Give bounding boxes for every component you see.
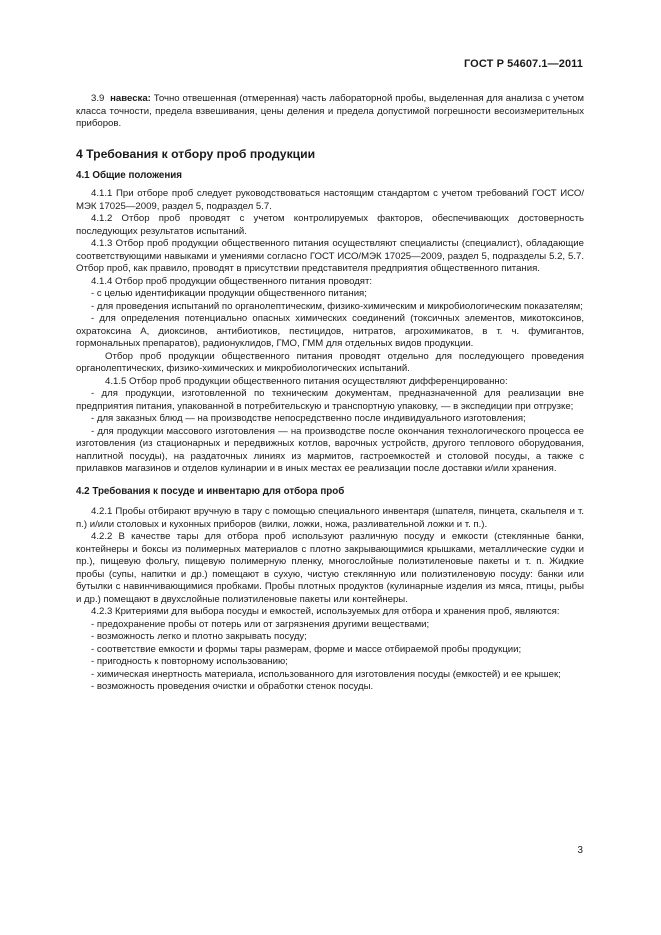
list-item: - с целью идентификации продукции общественного питания; [91, 288, 367, 299]
definition-3-9 [76, 93, 584, 131]
paragraph-4-1-1: 4.1.1 При отборе проб следует руководствоваться настоящим стандартом с учетом требований ГОСТ ИСО/МЭК 17025—2009, раздел 5, подраздел 5.7. [76, 188, 584, 212]
list-item: - для продукции, изготовленной по техническим документам, предназначенной для реализации вне предприятия питания, упакованной в потребительскую и транспортную упаковку, — в экспедиции при отгрузке; [76, 388, 584, 412]
paragraph-4-1-4-note: Отбор проб продукции общественного питания проводят отдельно для последующего проведения органолептических, физико-химических и микробиологических испытаний. [76, 350, 584, 374]
definition-number: 3.9 [91, 93, 105, 104]
list-item: - возможность легко и плотно закрывать посуду; [91, 631, 307, 642]
paragraph-4-1-3: 4.1.3 Отбор проб продукции общественного питания осуществляют специалисты (специалист), обладающие соответствующими навыками и умениями согласно ГОСТ ИСО/МЭК 17025—2009, раздел 5, подразделы 5.2, 5.7. Отбор проб, как правило, проводят в присутствии представителя предприятия общественного питания. [76, 238, 584, 274]
subsection-4-2-title: 4.2 Требования к посуде и инвентарю для отбора проб [76, 485, 345, 497]
definition-text: Точно отвешенная (отмеренная) часть лабораторной пробы, выделенная для анализа с учетом класса точности, предела взвешивания, цены деления и предела допустимой погрешности весоизмерительных приборов. [76, 93, 585, 129]
document-body [76, 93, 584, 694]
subsection-4-1-title: 4.1 Общие положения [76, 169, 183, 181]
section-4-title: 4 Требования к отбору проб продукции [76, 146, 316, 161]
list-item: - для заказных блюд — на производстве непосредственно после индивидуального изготовления; [91, 413, 526, 424]
paragraph-4-1-5: 4.1.5 Отбор проб продукции общественного питания осуществляют дифференцированно: [105, 375, 508, 387]
list-item: - возможность проведения очистки и обработки стенок посуды. [91, 681, 374, 692]
paragraph-4-2-3: 4.2.3 Критериями для выбора посуды и емкостей, используемых для отбора и хранения проб, являются: [91, 606, 560, 617]
list-item: - для определения потенциально опасных химических соединений (токсичных элементов, микотоксинов, охратоксина А, диоксинов, антибиотиков, пестицидов, нитратов, агрохимикатов, в т. ч. фумигантов, гормональных препаратов), радионуклидов, ГМО, ГММ для отдельных видов продукции. [76, 313, 584, 349]
page-number: 3 [577, 845, 583, 856]
paragraph-4-2-1: 4.2.1 Пробы отбирают вручную в тару с помощью специального инвентаря (шпателя, пинцета, скальпеля и т. п.) и/или столовых и кухонных приборов (вилки, ложки, ножа, разливательной ложки и т. п.). [76, 506, 584, 530]
list-item: - для продукции массового изготовления — на производстве после окончания технологического процесса ее изготовления (из стационарных и передвижных котлов, варочных устройств, другого теплового оборудования, наплитной посуды), на раздаточных линиях из мармитов, гастроемкостей и столовой посуды, а также с прилавков магазинов и отделов кулинарии и в иных местах ее реализации после доставки и/или хранения. [76, 425, 584, 474]
paragraph-4-1-2: 4.1.2 Отбор проб проводят с учетом контролируемых факторов, обеспечивающих достоверность последующих результатов испытаний. [76, 213, 584, 237]
list-item: - пригодность к повторному использованию; [91, 656, 288, 667]
definition-term: навеска: [110, 93, 151, 104]
list-item: - для проведения испытаний по органолептическим, физико-химическим и микробиологическим показателям; [91, 300, 583, 312]
list-item: - предохранение пробы от потерь или от загрязнения другими веществами; [91, 618, 430, 630]
list-item: - химическая инертность материала, использованного для изготовления посуды (емкостей) и ее крышек; [91, 668, 561, 680]
paragraph-4-2-2: 4.2.2 В качестве тары для отбора проб используют различную посуду и емкости (стеклянные банки, контейнеры и боксы из полимерных материалов с плотно закрывающимися крышками, металлические судки и пр.), пищевую фольгу, пищевую полимерную пленку, многослойные полиэтиленовые пакеты и т. п. Жидкие пробы (супы, напитки и др.) помещают в сухую, чистую стеклянную или полиэтиленовую посуду: банки или бутылки с навинчивающимися пробками. Пробы плотных продуктов (кулинарные изделия из мяса, птицы, рыбы и др.) помещают в двухслойные полиэтиленовые пакеты или контейнеры. [76, 531, 584, 605]
paragraph-4-1-4: 4.1.4 Отбор проб продукции общественного питания проводят: [91, 275, 373, 287]
document-code-header: ГОСТ Р 54607.1—2011 [463, 58, 583, 70]
list-item: - соответствие емкости и формы тары размерам, форме и массе отбираемой пробы продукции; [91, 643, 522, 655]
